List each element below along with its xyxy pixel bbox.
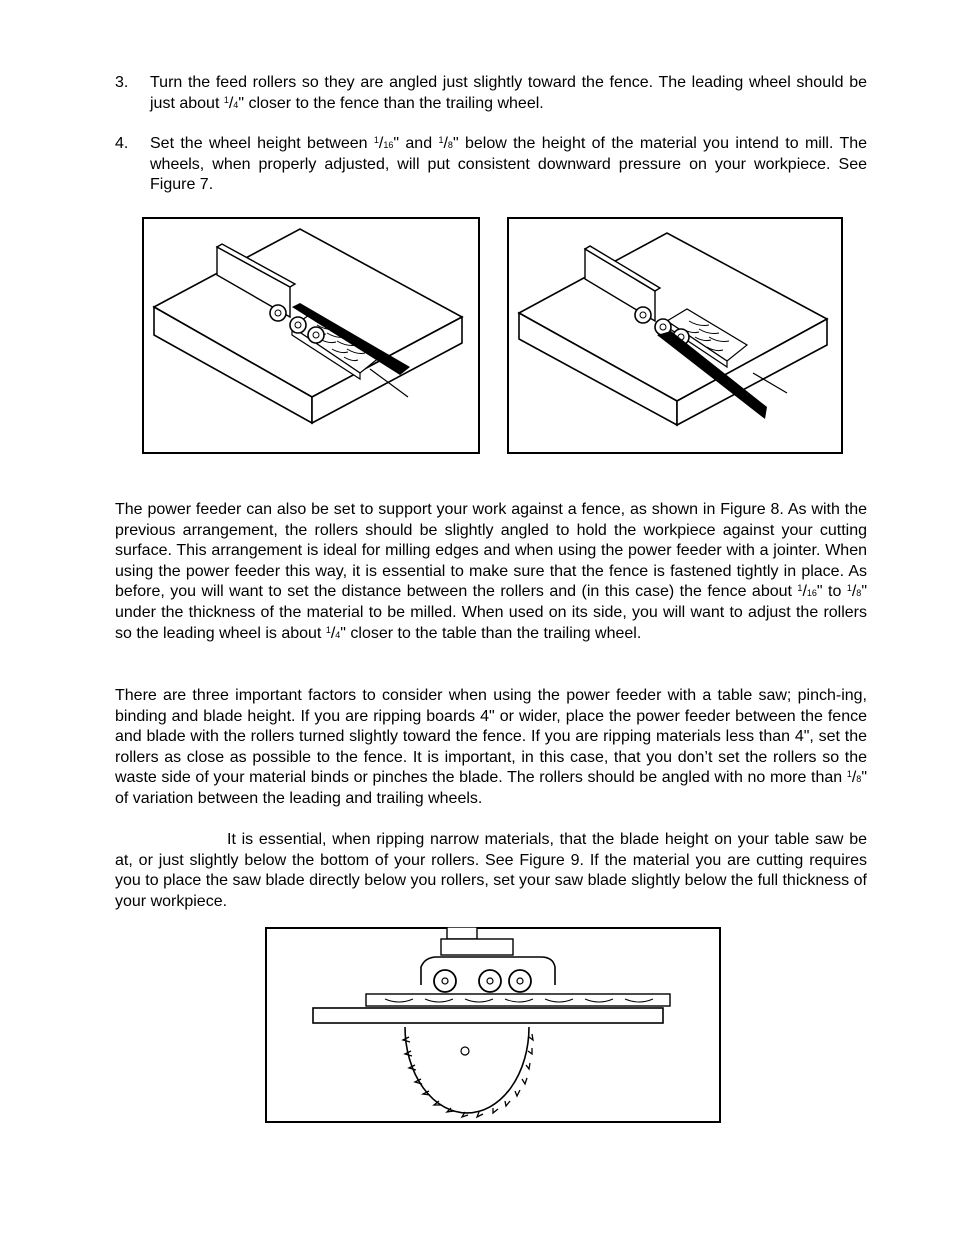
figure-9 — [265, 927, 721, 1123]
fraction: $^1$/8 — [438, 135, 453, 152]
fraction: $^1$/8 — [846, 583, 862, 601]
step-text: Turn the feed rollers so they are angled just slightly toward the fence. The leading wheel should be just about $^1$/4" closer to the fence than the trailing wheel. — [150, 74, 867, 112]
saw-blade-illustration — [265, 927, 721, 1123]
paragraph-table-saw-factors: There are three important factors to consider when using the power feeder with a table saw; pinch-ing, binding and blade height. If you are ripping boards 4" or wider, place the power feeder between the fence and blade with the rollers turned slightly toward the fence. If you are ripping materials less than 4", set the rollers as close as possible to the fence. It is important, in this case, that you don’t set the rollers so the waste side of your material binds or pinches the blade. The rollers should be angled with no more than $^1$/8" of variation between the leading and trailing wheels. — [115, 687, 867, 807]
fraction: $^1$/4 — [223, 94, 239, 112]
figure-7-left — [142, 217, 480, 454]
step-number: 3. — [115, 74, 129, 91]
feeder-table-illustration — [507, 217, 843, 454]
fraction: $^1$/4 — [325, 624, 341, 642]
paragraph-fence-support: The power feeder can also be set to support your work against a fence, as shown in Figure 8. As with the previous arrangement, the rollers should be slightly angled to hold the workpiece against your cutting surface. This arrangement is ideal for milling edges and when using the power feeder with a jointer. When using the power feeder this way, it is essential to make sure that the fence is fastened tightly in place. As before, you will want to set the distance between the rollers and (in this case) the fence about $^1$/16" to $^1$/8" under the thickness of the material to be milled. When used on its side, you will want to adjust the rollers so the leading wheel is about $^1$/4" closer to the table than the trailing wheel. — [115, 501, 867, 642]
step-4 — [115, 134, 867, 196]
step-3 — [115, 73, 867, 114]
step-number: 4. — [115, 135, 129, 152]
fraction: $^1$/16 — [373, 135, 394, 152]
step-text: Set the wheel height between $^1$/16" and $^1$/8" below the height of the material you intend to mill. The wheels, when properly adjusted, will put consistent downward pressure on your workpiece. See Figure 7. — [150, 135, 868, 194]
paragraph-blade-height: It is essential, when ripping narrow materials, that the blade height on your table saw be at, or just slightly below the bottom of your rollers. See Figure 9. If the material you are cutting requires you to place the saw blade directly below you rollers, set your saw blade slightly below the full thickness of your workpiece. — [115, 831, 867, 910]
feeder-table-illustration — [142, 217, 480, 454]
figure-7-right — [507, 217, 843, 454]
fraction: $^1$/16 — [797, 583, 817, 601]
fraction: $^1$/8 — [846, 769, 862, 787]
